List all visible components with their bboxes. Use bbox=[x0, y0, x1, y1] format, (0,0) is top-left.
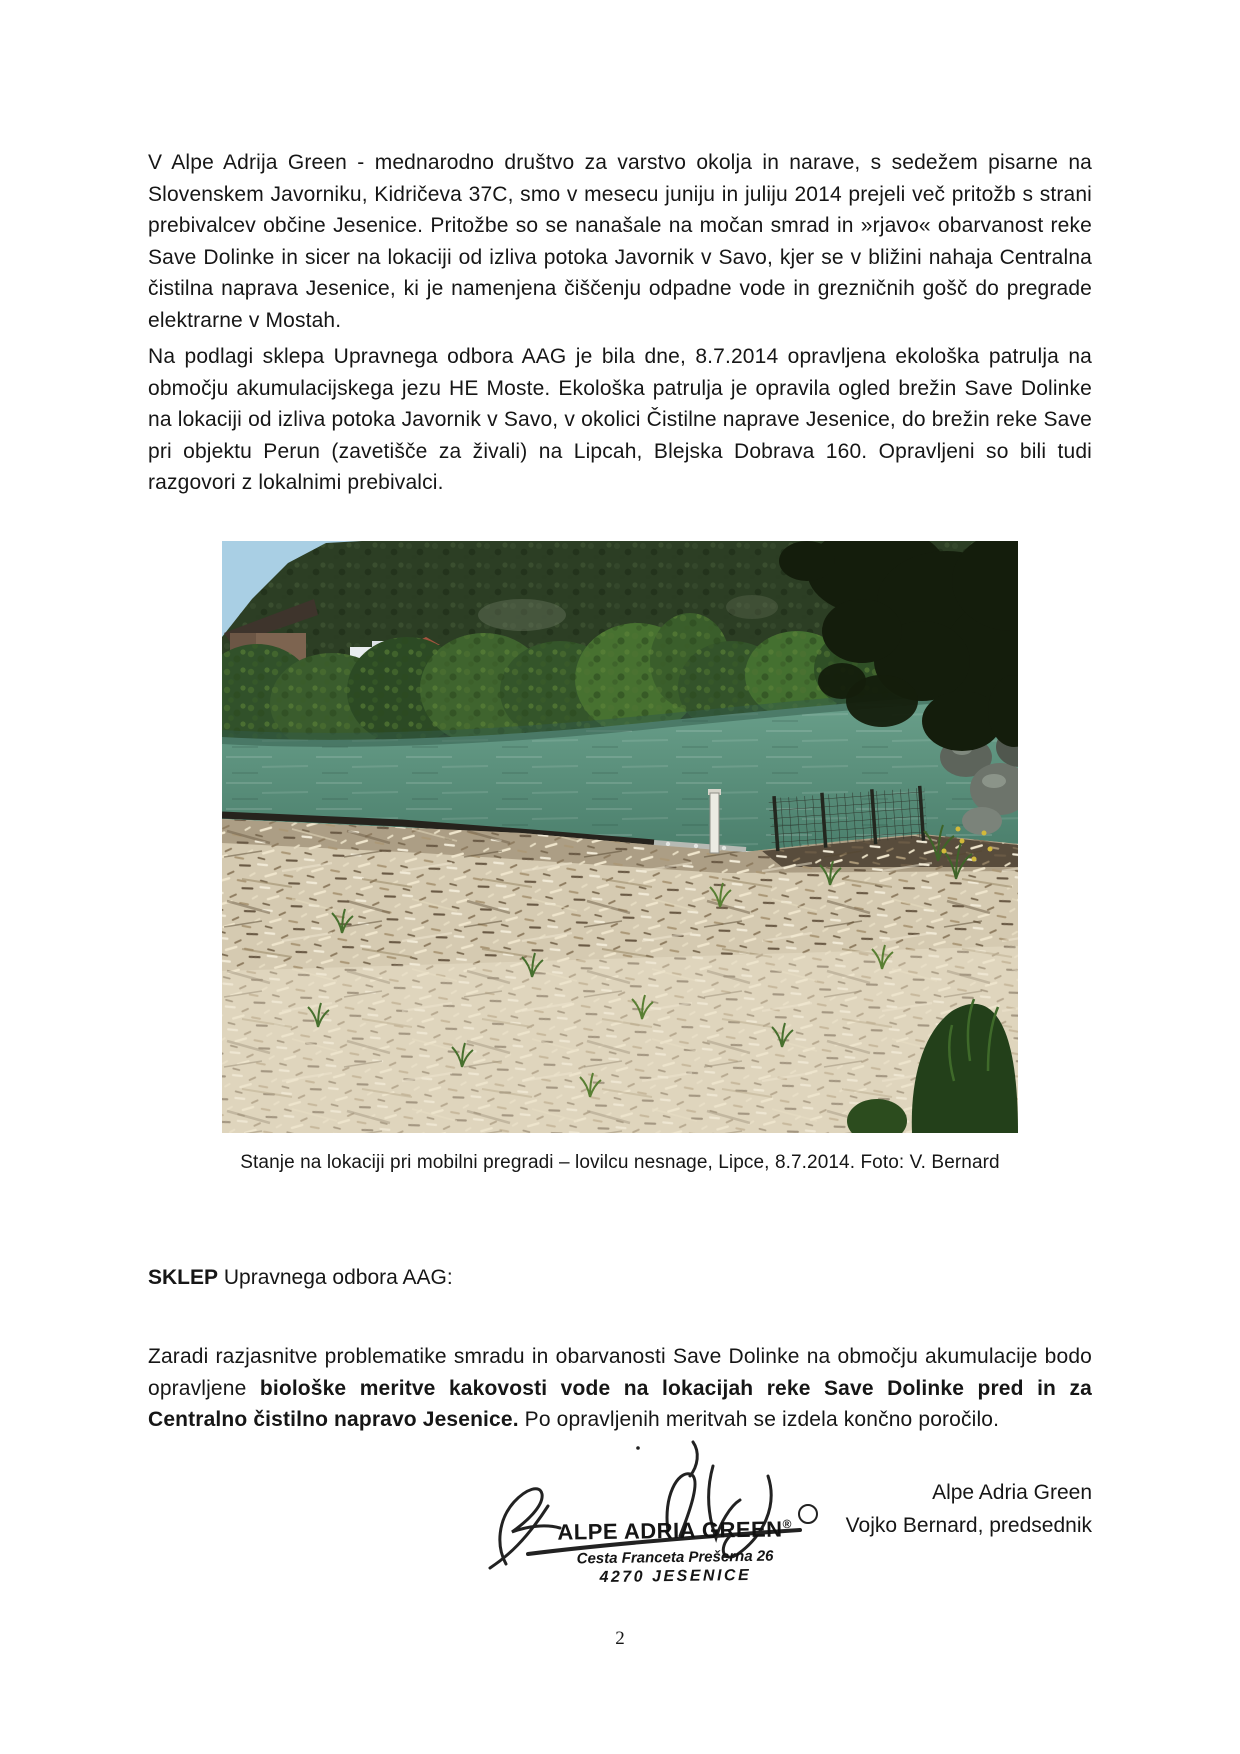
paragraph-patrol: Na podlagi sklepa Upravnega odbora AAG je bila dne, 8.7.2014 opravljena ekološka patrulja na območju akumulacijskega jezu HE Moste. Ekološka patrulja je opravila ogled brežin Save Dolinke na lokaciji od izliva potoka Javornik v Savo, v okolici Čistilne naprave Jesenice, do brežin reke Save pri objektu Perun (zavetišče za živali) na Lipcah, Blejska Dobrava 160. Opravljeni so bili tudi razgovori z lokalnimi prebivalci. bbox=[148, 345, 1092, 495]
decision-heading-rest: Upravnega odbora AAG: bbox=[218, 1266, 453, 1289]
stamp-city: 4270 JESENICE bbox=[599, 1566, 752, 1587]
signature-org: Alpe Adria Green bbox=[932, 1481, 1092, 1504]
registered-mark: ® bbox=[782, 1517, 792, 1532]
site-photo-illustration bbox=[222, 541, 1018, 1133]
photo-marker-pole bbox=[708, 789, 721, 853]
signature-name: Vojko Bernard, predsednik bbox=[845, 1514, 1092, 1537]
page-number: 2 bbox=[615, 1628, 625, 1649]
stamp-address: Cesta Franceta Prešerna 26 bbox=[576, 1547, 774, 1568]
decision-body-bold: biološke meritve kakovosti vode na lokacijah reke Save Dolinke pred in za Centralno čistilno napravo Jesenice. bbox=[148, 1376, 1092, 1432]
site-photo bbox=[222, 541, 1018, 1133]
decision-body-end: Po opravljenih meritvah se izdela končno poročilo. bbox=[518, 1408, 1000, 1432]
signature-block bbox=[692, 1476, 1092, 1542]
decision-heading bbox=[148, 1262, 1092, 1294]
photo-caption: Stanje na lokaciji pri mobilni pregradi – lovilcu nesnage, Lipce, 8.7.2014. Foto: V. Bernard bbox=[240, 1152, 1000, 1173]
paragraph-intro: V Alpe Adrija Green - mednarodno društvo za varstvo okolja in narave, s sedežem pisarne na Slovenskem Javorniku, Kidričeva 37C, smo v mesecu juniju in juliju 2014 prejeli več pritožb s strani prebivalcev občine Jesenice. Pritožbe so se nanašale na močan smrad in »rjavo« obarvanost reke Save Dolinke in sicer na lokaciji od izliva potoka Javornik v Savo, kjer se v bližini nahaja Centralna čistilna naprava Jesenice, ki je namenjena čiščenju odpadne vode in grezničnih gošč do pregrade elektrarne v Mostah. bbox=[148, 151, 1092, 332]
decision-heading-bold: SKLEP bbox=[148, 1266, 219, 1289]
paragraph-decision bbox=[148, 1341, 1092, 1436]
stamp-org-name: ALPE ADRIA GREEN® bbox=[557, 1516, 792, 1545]
decision-body-start: Zaradi razjasnitve problematike smradu in obarvanosti Save Dolinke na območju akumulacije bodo opravljene bbox=[148, 1345, 1092, 1400]
photo-debris-field bbox=[222, 819, 1018, 1133]
